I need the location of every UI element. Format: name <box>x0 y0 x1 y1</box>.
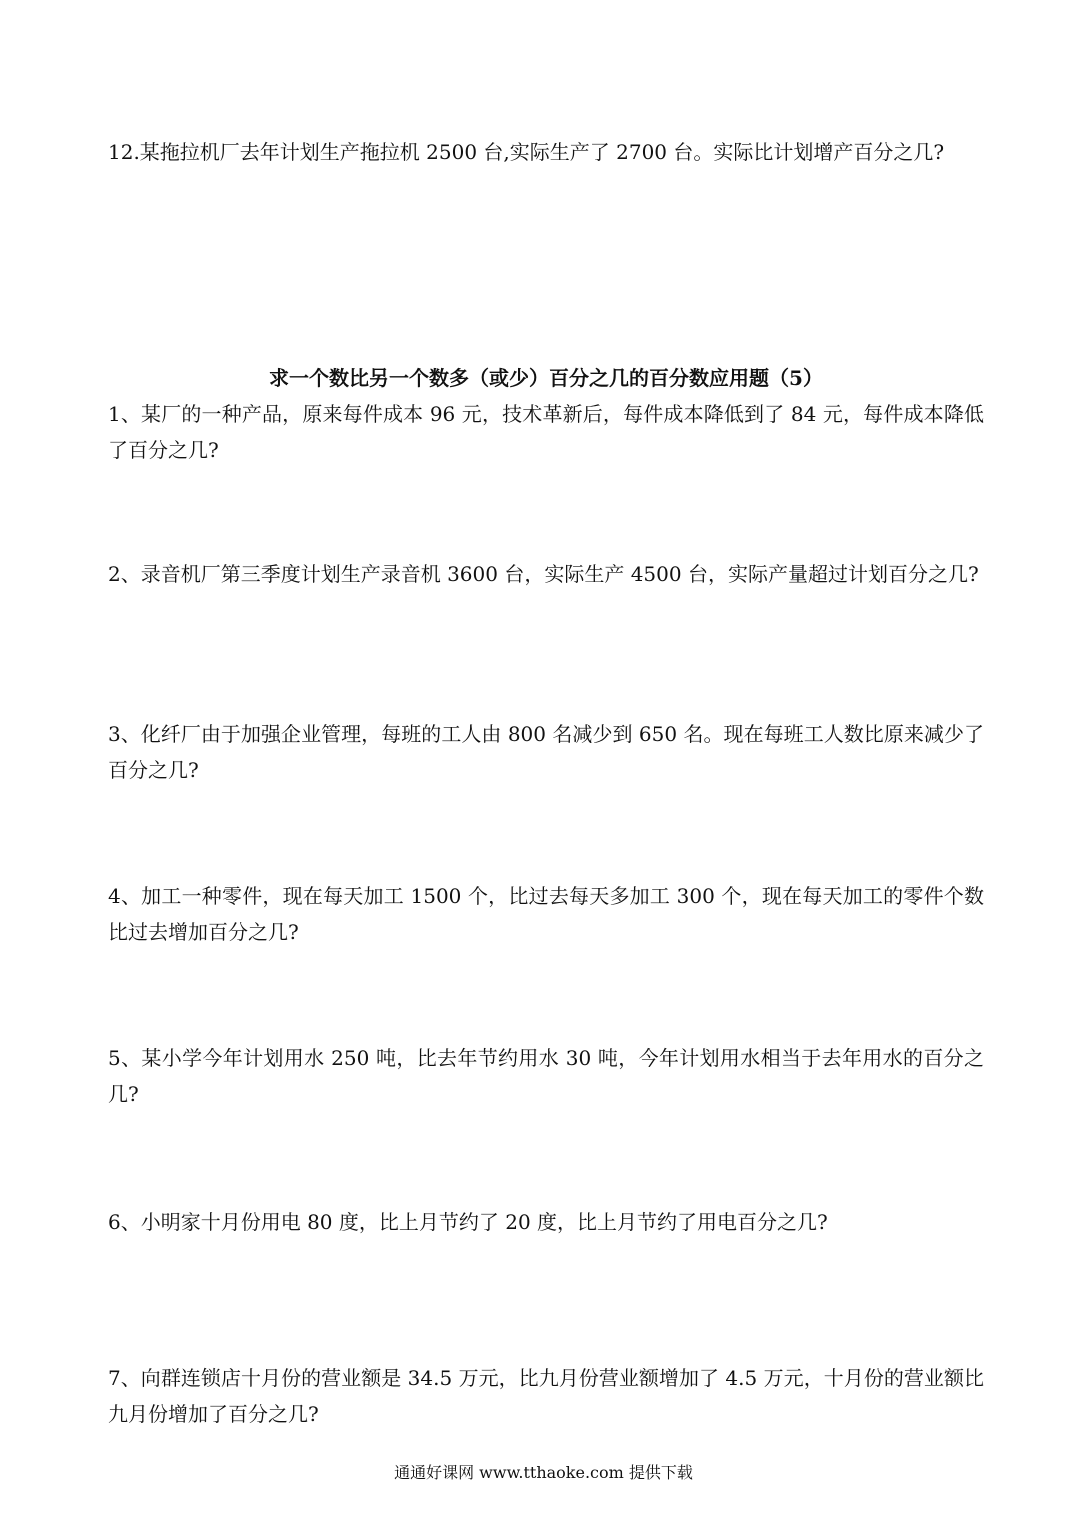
question-3: 3、化纤厂由于加强企业管理，每班的工人由 800 名减少到 650 名。现在每班工人数比原来减少了百分之几? <box>108 722 984 782</box>
question-7: 7、向群连锁店十月份的营业额是 34.5 万元，比九月份营业额增加了 4.5 万元，十月份的营业额比九月份增加了百分之几? <box>108 1366 984 1426</box>
question-4: 4、加工一种零件，现在每天加工 1500 个，比过去每天多加工 300 个，现在每天加工的零件个数比过去增加百分之几? <box>108 884 984 944</box>
section-title: 求一个数比另一个数多（或少）百分之几的百分数应用题（5） <box>269 366 823 390</box>
footer-credit: 通通好课网 www.tthaoke.com 提供下载 <box>394 1463 693 1482</box>
question-12: 12.某拖拉机厂去年计划生产拖拉机 2500 台,实际生产了 2700 台。实际比计划增产百分之几? <box>108 140 945 164</box>
question-1: 1、某厂的一种产品，原来每件成本 96 元，技术革新后，每件成本降低到了 84 元，每件成本降低了百分之几? <box>108 402 984 462</box>
question-2: 2、录音机厂第三季度计划生产录音机 3600 台，实际生产 4500 台，实际产量超过计划百分之几? <box>108 562 979 586</box>
question-6: 6、小明家十月份用电 80 度，比上月节约了 20 度，比上月节约了用电百分之几? <box>108 1210 828 1234</box>
question-5: 5、某小学今年计划用水 250 吨，比去年节约用水 30 吨，今年计划用水相当于去年用水的百分之几? <box>108 1046 984 1106</box>
